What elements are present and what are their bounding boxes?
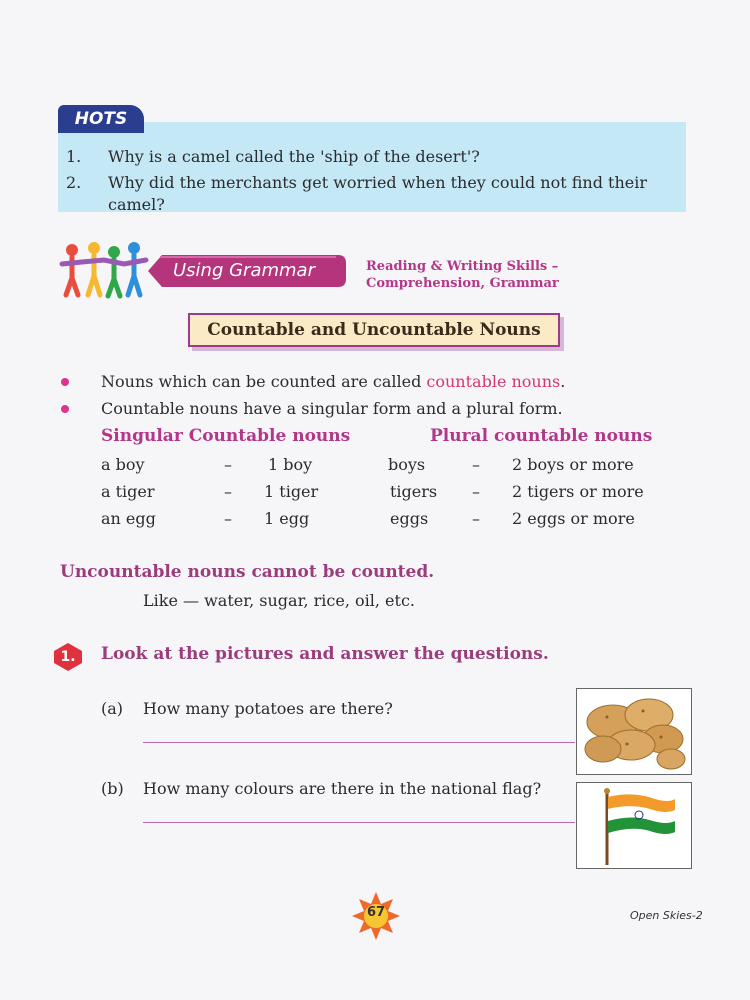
question-text-line-1: Why did the merchants get worried when they could not find their <box>108 173 647 192</box>
answer-line-a[interactable] <box>143 742 575 743</box>
question-text-line-2: camel? <box>108 195 165 214</box>
skills-line-2: Comprehension, Grammar <box>366 276 559 291</box>
using-grammar-label: Using Grammar <box>173 260 315 281</box>
bullet-line-2: Countable nouns have a singular form and a plural form. <box>101 399 563 418</box>
dash: – <box>224 455 232 474</box>
hots-question-1 <box>66 145 686 169</box>
page-number: 67 <box>366 905 386 920</box>
uncountable-heading: Uncountable nouns cannot be counted. <box>60 562 435 582</box>
plural-heading: Plural countable nouns <box>430 426 653 446</box>
question-number: 1. <box>66 147 82 166</box>
potatoes-image <box>577 689 691 774</box>
bullet-text: Nouns which can be counted are called <box>101 372 427 391</box>
question-b: How many colours are there in the national flag? <box>143 779 542 798</box>
question-a: How many potatoes are there? <box>143 699 393 718</box>
plural-cell: boys <box>388 455 426 474</box>
bullet-line-1 <box>101 371 565 393</box>
singular-cell: an egg <box>101 509 156 528</box>
flag-picture-frame <box>576 782 692 869</box>
hots-tab: HOTS <box>58 105 144 133</box>
dash: – <box>224 509 232 528</box>
bullet-suffix: . <box>560 372 566 391</box>
count-one-cell: 1 boy <box>268 455 313 474</box>
children-holding-hands-icon <box>58 240 150 300</box>
answer-line-b[interactable] <box>143 822 575 823</box>
question-label-a: (a) <box>101 699 124 718</box>
dash: – <box>224 482 232 501</box>
count-one-cell: 1 egg <box>264 509 310 528</box>
count-one-cell: 1 tiger <box>264 482 319 501</box>
dash: – <box>472 482 480 501</box>
countable-nouns-highlight: countable nouns <box>426 372 561 391</box>
potatoes-picture-frame <box>576 688 692 775</box>
exercise-number: 1. <box>60 649 76 665</box>
bullet-marker <box>61 405 69 413</box>
question-label-b: (b) <box>101 779 124 798</box>
skills-line-1: Reading & Writing Skills – <box>366 259 559 274</box>
singular-cell: a tiger <box>101 482 155 501</box>
topic-title: Countable and Uncountable Nouns <box>188 313 560 347</box>
question-number: 2. <box>66 173 82 192</box>
singular-heading: Singular Countable nouns <box>101 426 351 446</box>
hots-question-2 <box>66 171 686 219</box>
count-many-cell: 2 eggs or more <box>512 509 635 528</box>
indian-flag-image <box>577 783 691 868</box>
plural-cell: tigers <box>390 482 438 501</box>
question-text: Why is a camel called the 'ship of the desert'? <box>108 147 480 166</box>
exercise-instruction: Look at the pictures and answer the questions. <box>101 644 549 664</box>
skills-text <box>366 258 559 292</box>
singular-cell: a boy <box>101 455 145 474</box>
uncountable-example: Like — water, sugar, rice, oil, etc. <box>143 591 415 610</box>
count-many-cell: 2 tigers or more <box>512 482 644 501</box>
dash: – <box>472 455 480 474</box>
dash: – <box>472 509 480 528</box>
bullet-marker <box>61 378 69 386</box>
book-title: Open Skies-2 <box>630 909 703 922</box>
plural-cell: eggs <box>390 509 429 528</box>
count-many-cell: 2 boys or more <box>512 455 634 474</box>
